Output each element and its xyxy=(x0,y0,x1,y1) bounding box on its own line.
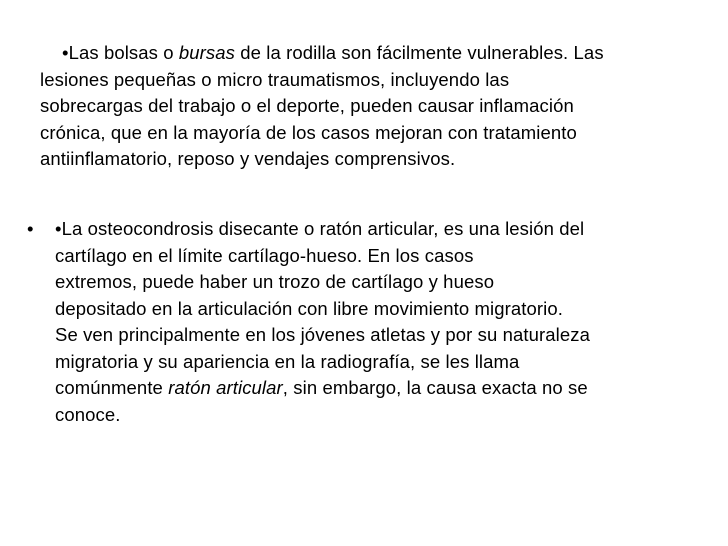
text-span: comúnmente xyxy=(55,377,169,398)
text-line: Se ven principalmente en los jóvenes atletas y por su naturaleza xyxy=(55,324,590,345)
text-line xyxy=(40,40,712,67)
text-span: , sin embargo, la causa exacta no se xyxy=(282,377,588,398)
text-line: cartílago en el límite cartílago-hueso. En los casos xyxy=(55,244,474,266)
text-line: antiinflamatorio, reposo y vendajes comprensivos. xyxy=(40,148,456,169)
paragraph-osteocondrosis xyxy=(55,216,715,428)
text-line: migratoria y su apariencia en la radiografía, se les llama xyxy=(55,350,520,372)
paragraph-bursas xyxy=(40,40,712,173)
text-line: depositado en la articulación con libre movimiento migratorio. xyxy=(55,297,564,319)
emphasis-text: bursas xyxy=(178,42,236,63)
text-span: •Las bolsas o xyxy=(62,42,179,63)
emphasis-text: ratón articular xyxy=(168,377,283,398)
text-line xyxy=(55,375,715,402)
text-line: extremos, puede haber un trozo de cartílago y hueso xyxy=(55,271,495,292)
text-span: de la rodilla son fácilmente vulnerables. Las xyxy=(235,42,604,63)
text-line: •La osteocondrosis disecante o ratón articular, es una lesión del xyxy=(55,218,585,239)
text-line: crónica, que en la mayoría de los casos mejoran con tratamiento xyxy=(40,121,577,143)
text-line: sobrecargas del trabajo o el deporte, pueden causar inflamación xyxy=(40,95,574,116)
bullet-icon: • xyxy=(27,218,34,239)
text-line: lesiones pequeñas o micro traumatismos, incluyendo las xyxy=(40,68,510,90)
text-line: conoce. xyxy=(55,403,121,425)
